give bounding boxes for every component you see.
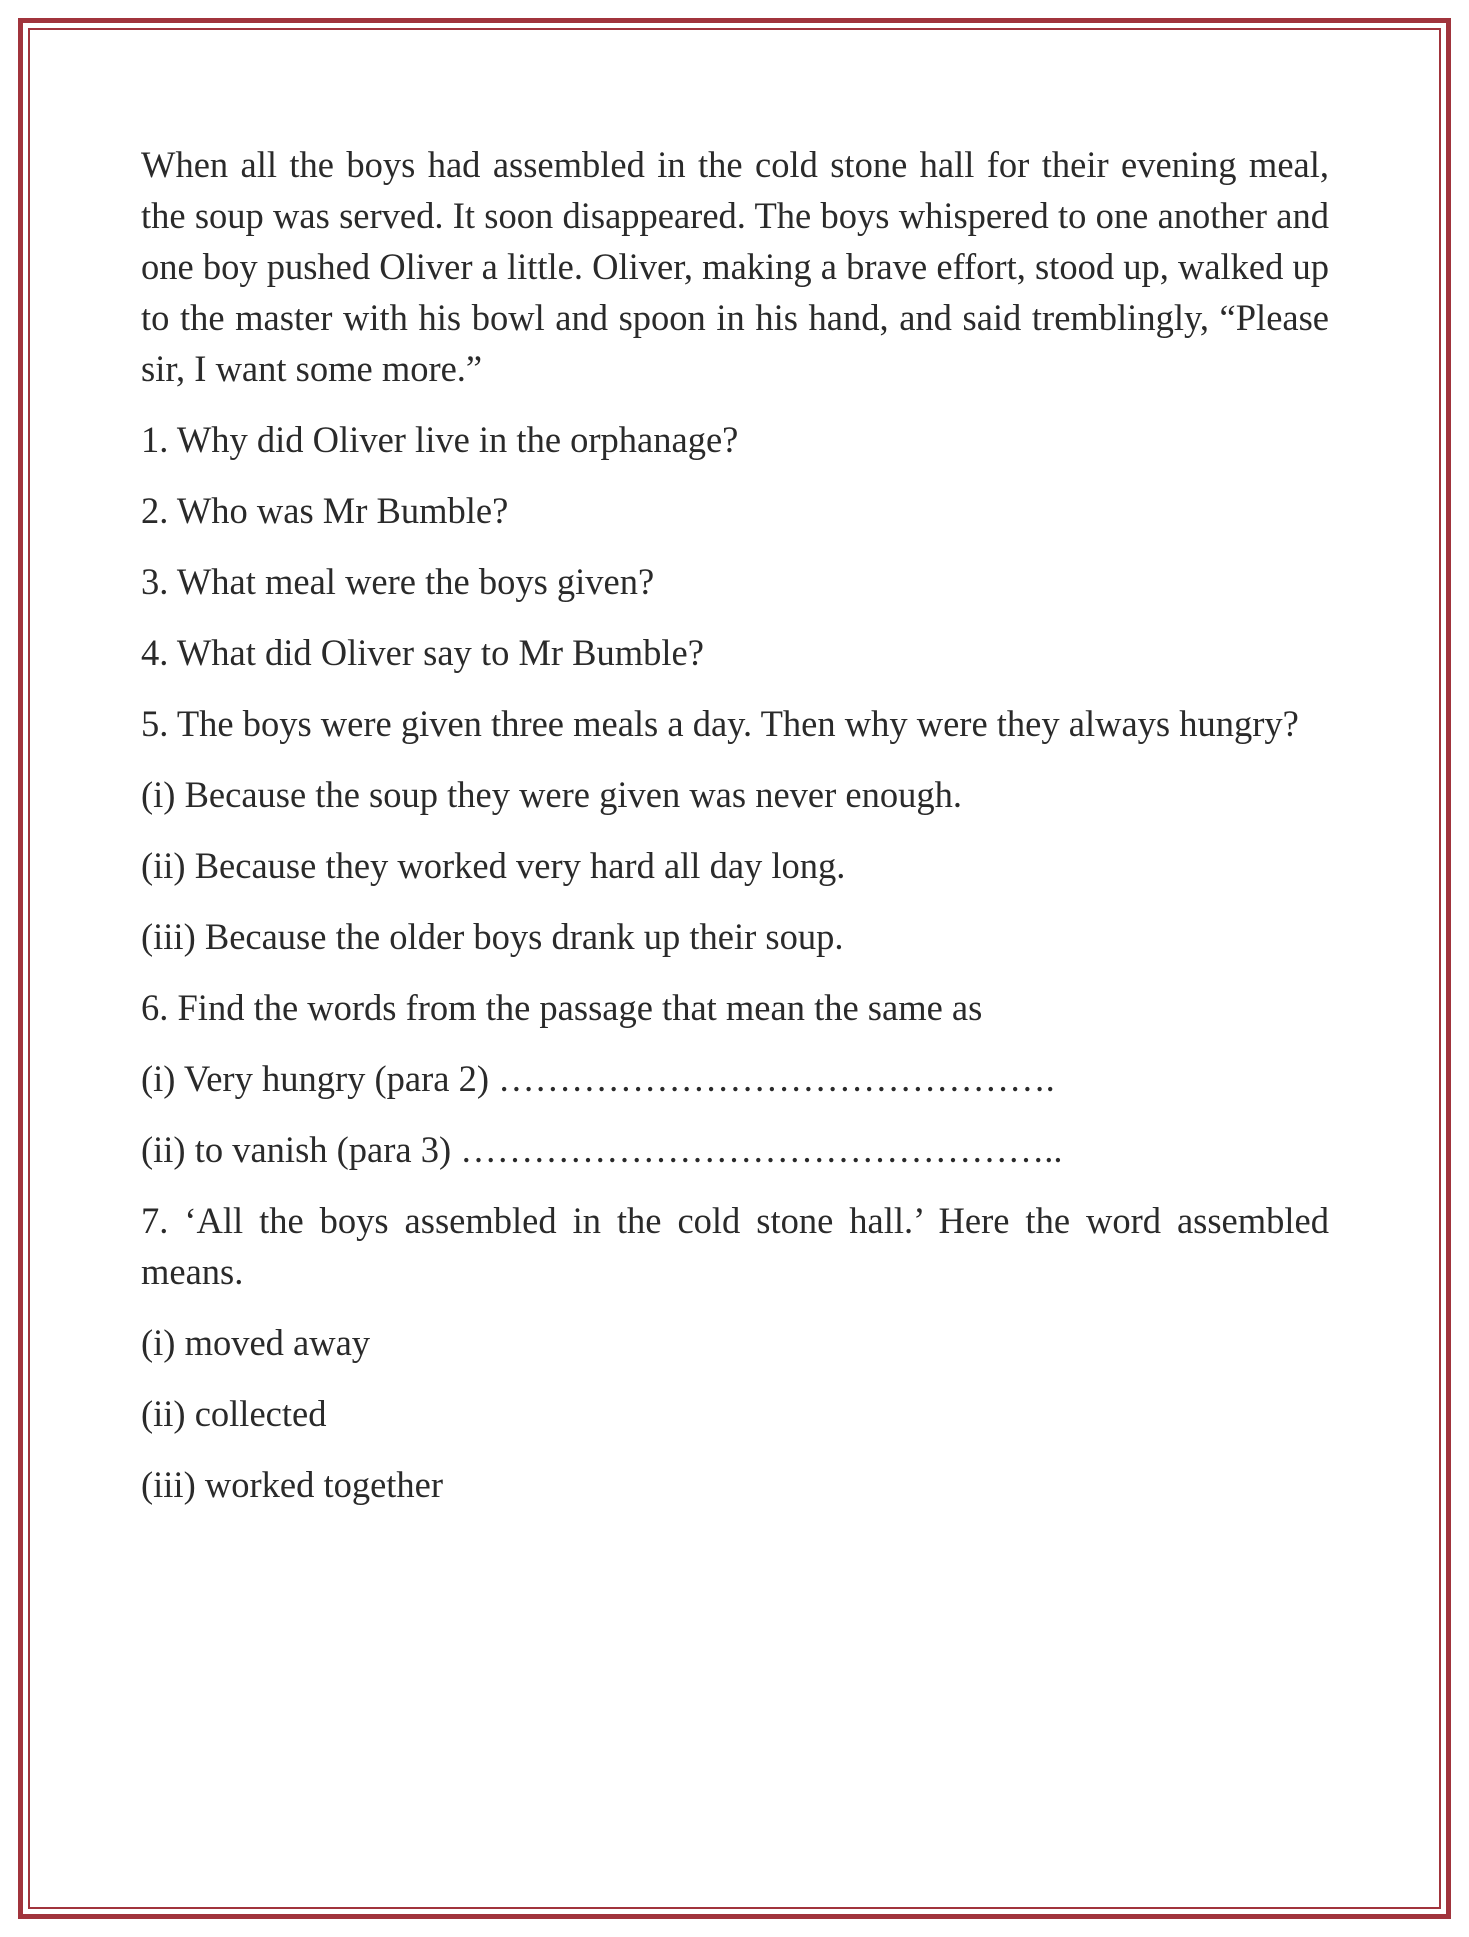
question-6-item: (i) Very hungry (para 2) ………………………………………. — [141, 1058, 1055, 1099]
question-7-option: (ii) collected — [141, 1393, 327, 1434]
question-6-item: (ii) to vanish (para 3) ………………………………………….. — [141, 1129, 1063, 1170]
question-5: 5. The boys were given three meals a day. Then why were they always hungry? — [141, 703, 1299, 744]
question-1: 1. Why did Oliver live in the orphanage? — [141, 419, 739, 460]
question-5-option: (i) Because the soup they were given was never enough. — [141, 774, 962, 815]
question-3: 3. What meal were the boys given? — [141, 561, 655, 602]
question-4: 4. What did Oliver say to Mr Bumble? — [141, 632, 704, 673]
question-5-option: (iii) Because the older boys drank up their soup. — [141, 916, 844, 957]
question-7-option: (i) moved away — [141, 1322, 371, 1363]
question-2: 2. Who was Mr Bumble? — [141, 490, 509, 531]
question-7-option: (iii) worked together — [141, 1464, 444, 1505]
worksheet-content — [141, 139, 1329, 1530]
question-5-option: (ii) Because they worked very hard all day long. — [141, 845, 846, 886]
passage-paragraph: When all the boys had assembled in the cold stone hall for their evening meal, the soup was served. It soon disappeared. The boys whispered to one another and one boy pushed Oliver a little. Oliver, making a brave effort, stood up, walked up to the master with his bowl and spoon in his hand, and said tremblingly, “Please sir, I want some more.” — [141, 144, 1329, 389]
question-7: 7. ‘All the boys assembled in the cold stone hall.’ Here the word assembled means. — [141, 1200, 1329, 1292]
question-6: 6. Find the words from the passage that mean the same as — [141, 987, 983, 1028]
